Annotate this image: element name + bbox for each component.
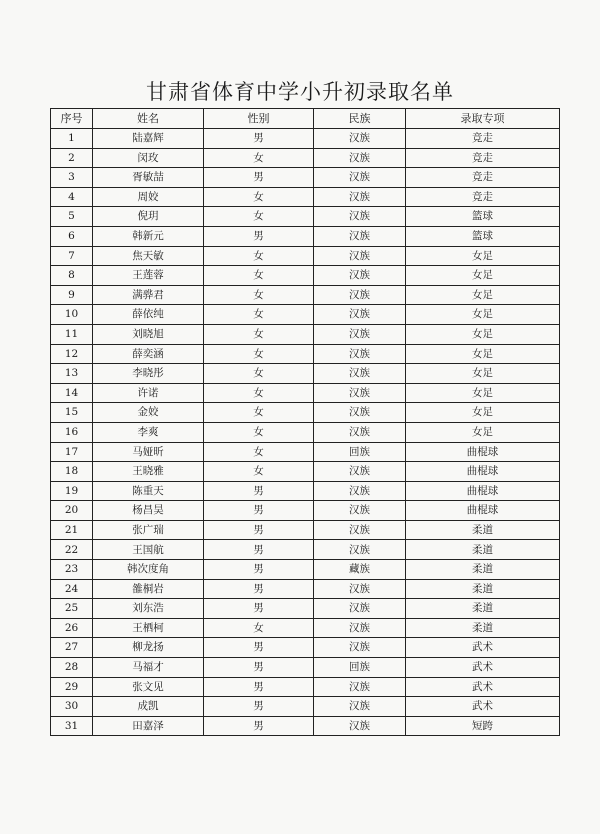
cell-number: 1 [51,129,93,149]
cell-name: 陈重天 [93,481,204,501]
cell-sport: 柔道 [406,520,560,540]
cell-gender: 男 [204,579,314,599]
cell-gender: 男 [204,697,314,717]
cell-gender: 男 [204,226,314,246]
cell-sport: 竞走 [406,129,560,149]
cell-gender: 男 [204,520,314,540]
cell-name: 王莲蓉 [93,266,204,286]
cell-name: 许诺 [93,383,204,403]
cell-ethnicity: 汉族 [314,422,406,442]
cell-ethnicity: 汉族 [314,364,406,384]
cell-name: 刘晓旭 [93,324,204,344]
header-name: 姓名 [93,109,204,129]
cell-sport: 女足 [406,285,560,305]
cell-name: 杨昌昊 [93,501,204,521]
cell-gender: 男 [204,677,314,697]
cell-name: 李爽 [93,422,204,442]
cell-gender: 女 [204,187,314,207]
cell-number: 5 [51,207,93,227]
table-row [51,520,560,540]
admission-table [50,108,560,736]
cell-ethnicity: 汉族 [314,618,406,638]
cell-name: 张文见 [93,677,204,697]
cell-gender: 女 [204,305,314,325]
cell-ethnicity: 汉族 [314,266,406,286]
cell-name: 韩次度角 [93,560,204,580]
table-row [51,207,560,227]
cell-gender: 女 [204,422,314,442]
cell-ethnicity: 汉族 [314,638,406,658]
cell-ethnicity: 汉族 [314,187,406,207]
cell-gender: 女 [204,403,314,423]
cell-number: 16 [51,422,93,442]
cell-sport: 柔道 [406,579,560,599]
cell-ethnicity: 汉族 [314,148,406,168]
cell-sport: 篮球 [406,226,560,246]
cell-sport: 曲棍球 [406,481,560,501]
cell-name: 闵玫 [93,148,204,168]
table-row [51,481,560,501]
cell-gender: 女 [204,364,314,384]
table-row [51,187,560,207]
cell-number: 11 [51,324,93,344]
cell-sport: 竞走 [406,148,560,168]
table-row [51,677,560,697]
cell-name: 田嘉泽 [93,716,204,736]
cell-name: 金姣 [93,403,204,423]
cell-name: 胥敏喆 [93,168,204,188]
cell-ethnicity: 回族 [314,658,406,678]
cell-ethnicity: 汉族 [314,462,406,482]
cell-name: 柳龙扬 [93,638,204,658]
cell-gender: 男 [204,599,314,619]
table-row [51,246,560,266]
cell-name: 马娅昕 [93,442,204,462]
cell-sport: 柔道 [406,599,560,619]
cell-gender: 男 [204,129,314,149]
table-row [51,226,560,246]
cell-ethnicity: 汉族 [314,129,406,149]
table-row [51,129,560,149]
table-row [51,716,560,736]
table-row [51,697,560,717]
table-row [51,599,560,619]
cell-gender: 女 [204,148,314,168]
cell-ethnicity: 汉族 [314,246,406,266]
cell-ethnicity: 汉族 [314,168,406,188]
table-row [51,364,560,384]
cell-name: 倪玥 [93,207,204,227]
cell-gender: 男 [204,716,314,736]
cell-number: 10 [51,305,93,325]
table-row [51,501,560,521]
table-body [51,129,560,736]
cell-gender: 女 [204,344,314,364]
cell-gender: 男 [204,638,314,658]
cell-number: 8 [51,266,93,286]
cell-number: 14 [51,383,93,403]
cell-name: 成凯 [93,697,204,717]
cell-gender: 女 [204,462,314,482]
cell-name: 周姣 [93,187,204,207]
cell-name: 满骅君 [93,285,204,305]
cell-ethnicity: 藏族 [314,560,406,580]
cell-sport: 女足 [406,266,560,286]
cell-ethnicity: 汉族 [314,501,406,521]
cell-sport: 竞走 [406,187,560,207]
cell-number: 12 [51,344,93,364]
cell-number: 9 [51,285,93,305]
table-row [51,638,560,658]
cell-name: 陆嘉辉 [93,129,204,149]
cell-ethnicity: 汉族 [314,579,406,599]
cell-number: 29 [51,677,93,697]
cell-name: 薛依纯 [93,305,204,325]
cell-name: 刘东浩 [93,599,204,619]
cell-name: 李晓彤 [93,364,204,384]
cell-ethnicity: 汉族 [314,697,406,717]
page-title: 甘肃省体育中学小升初录取名单 [146,80,454,104]
header-gender: 性别 [204,109,314,129]
table-row [51,658,560,678]
cell-ethnicity: 汉族 [314,226,406,246]
cell-sport: 篮球 [406,207,560,227]
table-header-row [51,109,560,129]
cell-sport: 短跨 [406,716,560,736]
cell-sport: 竞走 [406,168,560,188]
cell-ethnicity: 汉族 [314,599,406,619]
cell-ethnicity: 汉族 [314,285,406,305]
table-row [51,422,560,442]
table-row [51,324,560,344]
cell-name: 王栖柯 [93,618,204,638]
table-row [51,344,560,364]
cell-sport: 女足 [406,403,560,423]
table-row [51,148,560,168]
cell-gender: 男 [204,481,314,501]
cell-number: 30 [51,697,93,717]
cell-ethnicity: 汉族 [314,383,406,403]
header-sport: 录取专项 [406,109,560,129]
cell-number: 4 [51,187,93,207]
cell-number: 18 [51,462,93,482]
cell-ethnicity: 汉族 [314,677,406,697]
cell-gender: 女 [204,246,314,266]
cell-number: 3 [51,168,93,188]
cell-sport: 武术 [406,658,560,678]
table-row [51,560,560,580]
cell-number: 31 [51,716,93,736]
cell-number: 7 [51,246,93,266]
cell-gender: 女 [204,618,314,638]
cell-sport: 柔道 [406,540,560,560]
cell-name: 王国航 [93,540,204,560]
table-row [51,540,560,560]
cell-name: 王晓雅 [93,462,204,482]
cell-number: 19 [51,481,93,501]
cell-ethnicity: 回族 [314,442,406,462]
cell-number: 28 [51,658,93,678]
cell-number: 22 [51,540,93,560]
cell-number: 21 [51,520,93,540]
cell-gender: 女 [204,266,314,286]
cell-ethnicity: 汉族 [314,324,406,344]
table-row [51,618,560,638]
cell-sport: 女足 [406,246,560,266]
cell-number: 6 [51,226,93,246]
table-row [51,462,560,482]
table-row [51,168,560,188]
cell-number: 2 [51,148,93,168]
cell-sport: 女足 [406,383,560,403]
cell-sport: 武术 [406,638,560,658]
cell-sport: 女足 [406,364,560,384]
cell-ethnicity: 汉族 [314,481,406,501]
cell-gender: 男 [204,540,314,560]
cell-sport: 女足 [406,344,560,364]
cell-sport: 曲棍球 [406,501,560,521]
cell-gender: 女 [204,442,314,462]
cell-ethnicity: 汉族 [314,540,406,560]
cell-sport: 女足 [406,422,560,442]
table-row [51,266,560,286]
table-row [51,442,560,462]
table-row [51,285,560,305]
table-row [51,383,560,403]
cell-sport: 武术 [406,697,560,717]
cell-name: 雒桐岩 [93,579,204,599]
cell-sport: 女足 [406,305,560,325]
cell-number: 17 [51,442,93,462]
cell-name: 韩新元 [93,226,204,246]
cell-number: 27 [51,638,93,658]
cell-name: 薛奕涵 [93,344,204,364]
cell-gender: 女 [204,285,314,305]
cell-number: 20 [51,501,93,521]
table-row [51,305,560,325]
cell-sport: 柔道 [406,560,560,580]
header-ethnicity: 民族 [314,109,406,129]
cell-gender: 女 [204,324,314,344]
cell-gender: 男 [204,168,314,188]
cell-gender: 男 [204,501,314,521]
cell-gender: 男 [204,560,314,580]
cell-number: 26 [51,618,93,638]
table-row [51,403,560,423]
cell-sport: 柔道 [406,618,560,638]
cell-number: 23 [51,560,93,580]
cell-number: 15 [51,403,93,423]
table-row [51,579,560,599]
cell-number: 25 [51,599,93,619]
cell-sport: 女足 [406,324,560,344]
cell-ethnicity: 汉族 [314,305,406,325]
cell-gender: 女 [204,207,314,227]
cell-name: 马福才 [93,658,204,678]
cell-ethnicity: 汉族 [314,403,406,423]
cell-sport: 曲棍球 [406,462,560,482]
cell-ethnicity: 汉族 [314,716,406,736]
cell-number: 13 [51,364,93,384]
cell-gender: 女 [204,383,314,403]
cell-ethnicity: 汉族 [314,520,406,540]
header-number: 序号 [51,109,93,129]
cell-number: 24 [51,579,93,599]
cell-sport: 武术 [406,677,560,697]
cell-name: 张广瑞 [93,520,204,540]
cell-ethnicity: 汉族 [314,344,406,364]
cell-name: 焦天敏 [93,246,204,266]
cell-sport: 曲棍球 [406,442,560,462]
cell-ethnicity: 汉族 [314,207,406,227]
cell-gender: 男 [204,658,314,678]
